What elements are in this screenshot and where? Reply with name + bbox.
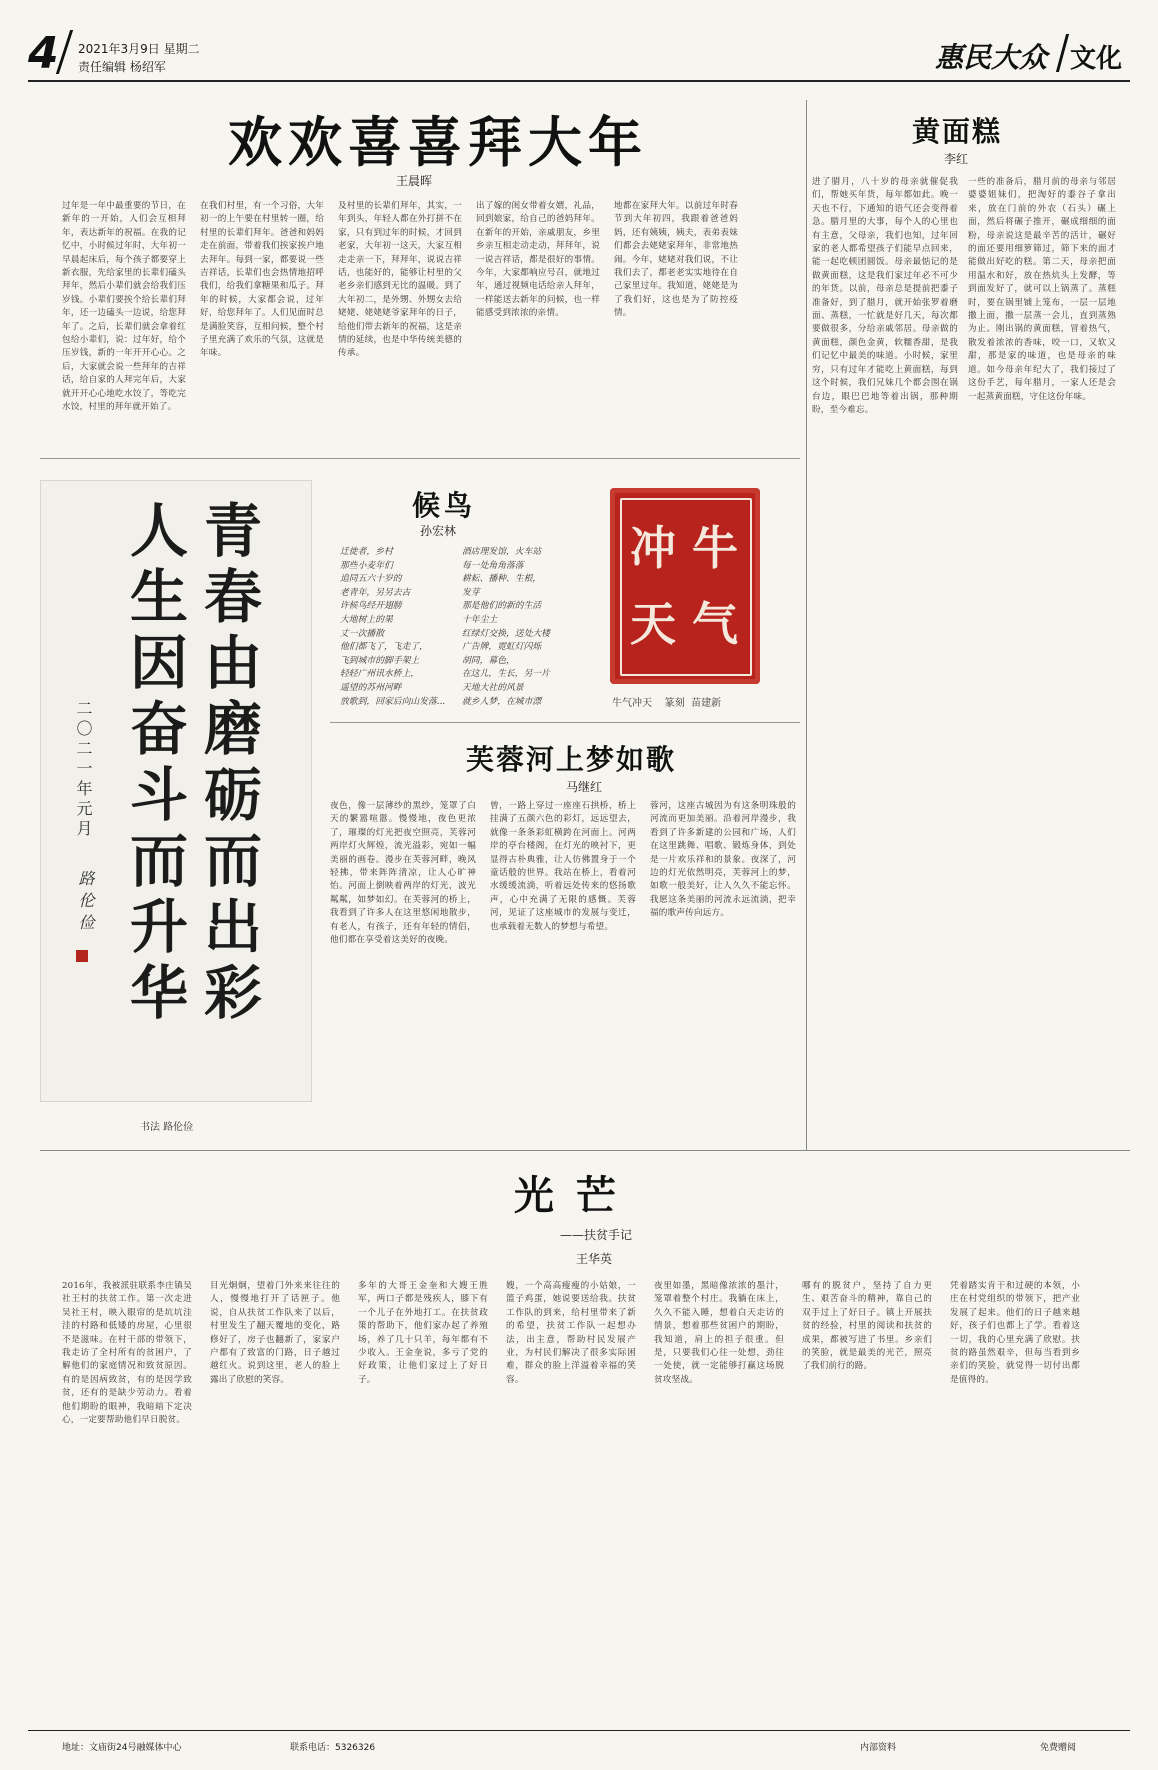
houniao-author: 孙宏林 — [420, 524, 457, 538]
calligraphy-line-1: 青春由磨砺而出彩 — [194, 500, 262, 1028]
poem-line: 迁徙者，乡村 — [340, 547, 393, 557]
furong-col-3: 蓉河，这座古城因为有这条明珠般的河流而更加美丽。沿着河岸漫步，我看到了许多新建的公园和广场，人们在这里跳舞、唱歌、锻炼身体，到处是一片欢乐祥和的景象。夜深了，河边的灯光依然明亮，芙蓉河上的梦，如歌一般美好，让人久久不能忘怀。我愿这条美丽的河流永远流淌，把幸福的歌声传向远方。 — [650, 801, 796, 919]
footer-note: 内部资料 — [860, 1743, 897, 1753]
masthead: 惠民大众 — [935, 41, 1048, 74]
header-rule — [28, 80, 1130, 82]
calligraphy-small-seal — [76, 950, 88, 962]
bainian-col-3: 及村里的长辈们拜年，其实，一年到头，年轻人都在外打拼不在家，只有到过年的时候，才回到老家，大年初一这天，大家互相走走亲一下，拜拜年，说说吉祥话，也能好的，能够让村里的父老乡亲们感到无比的温暖。到了大年初二，是外甥、外甥女去给姥姥、姥姥姥爷家拜年的日子，给他们带去新年的祝福，这是亲情的延续，也是中华传统美德的传承。 — [338, 201, 462, 359]
guangmang-col-3: 多年的大哥王金奎和大嫂王胜军，两口子都是残疾人，膝下有一个儿子在外地打工。在扶贫政策的帮助下，他们家办起了养殖场，养了几十只羊，每年都有不少收入。王金奎说，多亏了党的好政策，让他们家过上了好日子。 — [358, 1281, 488, 1385]
guangmang-col-2: 目光炯炯，望着门外来来往往的人，慢慢地打开了话匣子。他说，自从扶贫工作队来了以后，村里发生了翻天覆地的变化，路修好了，房子也翻新了，家家户户都有了致富的门路，日子越过越红火。说到这里，老人的脸上露出了欣慰的笑容。 — [210, 1281, 340, 1385]
footer-address: 地址：文庙街24号融媒体中心 — [62, 1743, 182, 1753]
masthead-slash — [1056, 34, 1069, 72]
furong-title: 芙蓉河上梦如歌 — [466, 743, 677, 776]
huangmiangao-author: 李红 — [944, 152, 969, 166]
huangmiangao-col-2: 一些的准备后，腊月前的母亲与邻居婆婆姐妹们，把淘好的黍谷子拿出来，放在门前的外农（石头）碾上面，然后将碾子推开，碾成细细的面粉，母亲说这是最辛苦的活计，碾好的面还要用细箩筛过，筛下来的面才能做出好吃的糕。第二天，母亲把面用温水和好，放在热炕头上发酵，等到面发好了，就可以上锅蒸了。蒸糕时，要在锅里铺上笼布，一层一层地撒上面，撒一层蒸一会儿，直到蒸熟为止。刚出锅的黄面糕，冒着热气，散发着浓浓的香味，咬一口，又软又甜，那是家的味道，也是母亲的味道。如今母亲年纪大了，我们接过了这份手艺，每年腊月，一家人还是会一起蒸黄面糕，守住这份年味。 — [968, 177, 1116, 402]
calligraphy-inscription: 二〇二一年元月 — [74, 700, 93, 840]
guangmang-col-7: 凭着踏实肯干和过硬的本领，小庄在村党组织的带领下，把产业发展了起来。他们的日子越来越好，孩子们也都上了学。看着这一切，我的心里充满了欣慰。扶贫的路虽然艰辛，但每当看到乡亲们的笑脸，就觉得一切付出都是值得的。 — [950, 1281, 1080, 1385]
poem-line: 广告牌，霓虹灯闪烁 — [462, 642, 542, 653]
poem-line: 胡同，幕色， — [462, 655, 515, 666]
poem-line: 那些小麦年们 — [340, 560, 393, 571]
poem-line: 就乡人梦，在城市漂 — [462, 696, 542, 707]
guangmang-subtitle: ——扶贫手记 — [560, 1228, 633, 1242]
right-column-divider — [806, 100, 807, 1150]
guangmang-title: 光 芒 — [514, 1172, 620, 1219]
furong-author: 马继红 — [566, 780, 603, 794]
calligraphy-line-2: 人生因奋斗而升华 — [120, 500, 188, 1028]
huangmiangao-title: 黄面糕 — [912, 115, 1003, 148]
poem-line: 轻轻广州讯水桥上， — [340, 669, 420, 680]
calligraphy-caption: 书法 路伦俭 — [140, 1122, 194, 1133]
page-number: 4 — [28, 28, 59, 79]
date-line: 2021年3月9日 星期二 — [78, 42, 200, 56]
poem-line: 十年尘土 — [462, 614, 498, 625]
bainian-title: 欢欢喜喜拜大年 — [228, 110, 648, 174]
poem-line: 他们都飞了，飞走了， — [340, 642, 428, 653]
guangmang-author: 王华英 — [576, 1252, 613, 1266]
poem-line: 许候鸟经开翅膀 — [340, 601, 402, 612]
bainian-bottom-rule — [40, 458, 800, 459]
seal-glyph-2: 气 — [692, 597, 738, 651]
guangmang-col-1: 2016年，我被派驻联系李庄镇吴社王村的扶贫工作。第一次走进吴社王村，映入眼帘的是坑坑洼洼的村路和低矮的房屋，心里很不是滋味。在村干部的带领下，我走访了全村所有的贫困户，了解他们的家庭情况和致贫原因。有的是因病致贫，有的是因学致贫，还有的是缺少劳动力。看着他们期盼的眼神，我暗暗下定决心，一定要帮助他们早日脱贫。 — [62, 1281, 192, 1426]
bainian-col-2: 在我们村里，有一个习俗，大年初一的上午要在村里转一圈，给村里的长辈们拜年。爸爸和妈妈走在前面，带着我们挨家挨户地去拜年。每到一家，都要说一些吉祥话，长辈们也会热情地招呼我们，给我们拿糖果和瓜子。拜年的时候，大家都会说，过年好，给您拜年了。人们见面时总是满脸笑容，互相问候，整个村子里充满了欢乐的气氛，这就是年味。 — [200, 201, 324, 359]
houniao-bottom-rule — [330, 722, 800, 723]
section-name: 文化 — [1070, 44, 1123, 74]
footer-rule — [28, 1730, 1130, 1731]
footer-free: 免费赠阅 — [1040, 1743, 1077, 1753]
furong-col-2: 曾，一路上穿过一座座石拱桥，桥上挂满了五颜六色的彩灯，远远望去，就像一条条彩虹横跨在河面上。河两岸的亭台楼阁，在灯光的映衬下，更显得古朴典雅，让人仿佛置身于一个童话般的世界。我站在桥上，看着河水缓缓流淌，听着远处传来的悠扬歌声，心中充满了无限的感慨。芙蓉河，见证了这座城市的发展与变迁，也承载着无数人的梦想与希望。 — [490, 801, 636, 932]
poem-line: 飞到城市的脚手架上 — [340, 655, 420, 666]
seal-glyph-1: 牛 — [692, 521, 738, 575]
poem-line: 遥望的苏州河畔 — [340, 682, 402, 693]
poem-line: 追同五六十岁的 — [340, 574, 402, 585]
poem-line: 大地树上的果 — [340, 614, 393, 625]
guangmang-col-5: 夜里如墨，黑暗像浓浓的墨汁，笼罩着整个村庄。我躺在床上，久久不能入睡，想着白天走访的情景，想着那些贫困户的期盼，我知道，肩上的担子很重。但是，只要我们心往一处想，劲往一处使，就一定能够打赢这场脱贫攻坚战。 — [654, 1281, 784, 1385]
poem-line: 那是他们的新的生活 — [462, 601, 542, 612]
bainian-author: 王晨晖 — [396, 174, 433, 188]
houniao-poem-a — [340, 546, 460, 709]
houniao-poem-b — [462, 546, 582, 709]
huangmiangao-col-1: 进了腊月，八十岁的母亲就催促我们，帮她买年货，每年都如此。晚一天也不行，下通知的语气还会变得着急。腊月里的大事，每个人的心里也有主意，父母亲，我们也知，过年回家的老人都希望孩子们能早点回来，能一起吃顿团圆饭。母亲最惦记的是做黄面糕，这是我们家过年必不可少的年货。以前，母亲总是提前把黍子准备好，到了腊月，就开始张罗着磨面、蒸糕，一忙就是好几天，每次都要做很多，分给亲戚邻居。母亲做的黄面糕，颜色金黄，软糯香甜，是我们记忆中最美的味道。小时候，家里穷，只有过年才能吃上黄面糕，每到这个时候，我们兄妹几个都会围在锅台边，眼巴巴地等着出锅，那种期盼，至今难忘。 — [812, 177, 958, 415]
seal-glyph-4: 天 — [630, 597, 676, 651]
footer-phone: 联系电话：5326326 — [290, 1743, 376, 1753]
bainian-col-5: 地都在家拜大年。以前过年时春节到大年初四，我跟着爸爸妈妈，还有姨姨，姨夫，表弟表妹们都会去姥姥家拜年，非常地热闹。今年，姥姥对我们说，不让我们去了，都老老实实地待在自己家里过年。我知道，姥姥是为了我们好，这也是为了防控疫情。 — [614, 201, 738, 319]
poem-line: 发芽 — [462, 587, 480, 598]
bainian-col-4: 出了嫁的闺女带着女婿，礼品，回到娘家，给自己的爸妈拜年。在新年的开始，亲戚朋友，乡里乡亲互相走动走动，拜拜年，说一说吉祥话，都是很好的事情。今年，大家都响应号召，就地过年，通过视频电话给亲人拜年，一样能送去新年的问候，也一样能感受到浓浓的亲情。 — [476, 201, 600, 319]
poem-line: 老青年，另另去古 — [340, 587, 411, 598]
editor-line: 责任编辑 杨绍军 — [78, 60, 166, 74]
poem-line: 在这儿，生长，另一片 — [462, 669, 550, 680]
calligraphy-signature: 路伦俭 — [76, 870, 95, 936]
guangmang-col-6: 哪有的脱贫户，坚持了自力更生、艰苦奋斗的精神，靠自己的双手过上了好日子。镇上开展扶贫的经验，村里的阅读和扶贫的成果，都被写进了书里。乡亲们的笑脸，就是最美的光芒，照亮了我们前行的路。 — [802, 1281, 932, 1372]
poem-line: 丈一次播散 — [340, 628, 384, 639]
seal-glyph-3: 冲 — [630, 521, 676, 575]
seal-stamp — [610, 488, 760, 684]
poem-line: 红绿灯交换，送处大楼 — [462, 628, 550, 639]
poem-line: 放歌到，回家后向山发落... — [340, 696, 446, 707]
poem-line: 天地大社的风景 — [462, 682, 524, 693]
poem-line: 每一处角角落落 — [462, 560, 524, 571]
bainian-col-1: 过年是一年中最重要的节日，在新年的一开始，人们会互相拜年，表达新年的祝福。在我的记忆中，小时候过年时，大年初一早晨起床后，每个孩子都要穿上新衣服，先给家里的长辈们磕头拜年，然后小辈们就会给我们压岁钱。小辈们要挨个给长辈们拜年，还一边磕头一边说，给您拜年了。之后，长辈们就会拿着红包给小辈们，说：过年好，给个压岁钱，新的一年开开心心。之后，大家就会说一些拜年的吉祥话，给自家的人拜完年后，大家就开开心心地吃水饺了，等吃完水饺，村里的拜年就开始了。 — [62, 201, 186, 413]
houniao-title: 候鸟 — [412, 489, 477, 522]
mid-page-rule — [40, 1150, 1130, 1151]
poem-line: 耕耘、播种、生根， — [462, 574, 542, 585]
poem-line: 酒店理发馆，火车站 — [462, 547, 542, 557]
seal-caption: 牛气冲天 篆刻 苗建新 — [612, 698, 722, 709]
guangmang-col-4: 嫂，一个高高瘦瘦的小姑娘，一篮子鸡蛋，她说要送给我。扶贫工作队的到来，给村里带来了新的希望，扶贫工作队一起想办法，出主意，帮助村民发展产业，为村民们解决了很多实际困难，群众的脸上洋溢着幸福的笑容。 — [506, 1281, 636, 1385]
furong-col-1: 夜色，像一层薄纱的黑纱，笼罩了白天的繁嚣喧嚣。慢慢地，夜色更浓了，璀璨的灯光把夜空照亮，芙蓉河两岸灯火辉煌，流光溢彩，宛如一幅美丽的画卷。漫步在芙蓉河畔，晚风轻拂，带来阵阵清凉，让人心旷神怡。河面上倒映着两岸的灯光，波光粼粼，如梦如幻。在芙蓉河的桥上，我看到了许多人在这里悠闲地散步，有老人，有孩子，还有年轻的情侣，他们都在享受着这美好的夜晚。 — [330, 801, 476, 946]
